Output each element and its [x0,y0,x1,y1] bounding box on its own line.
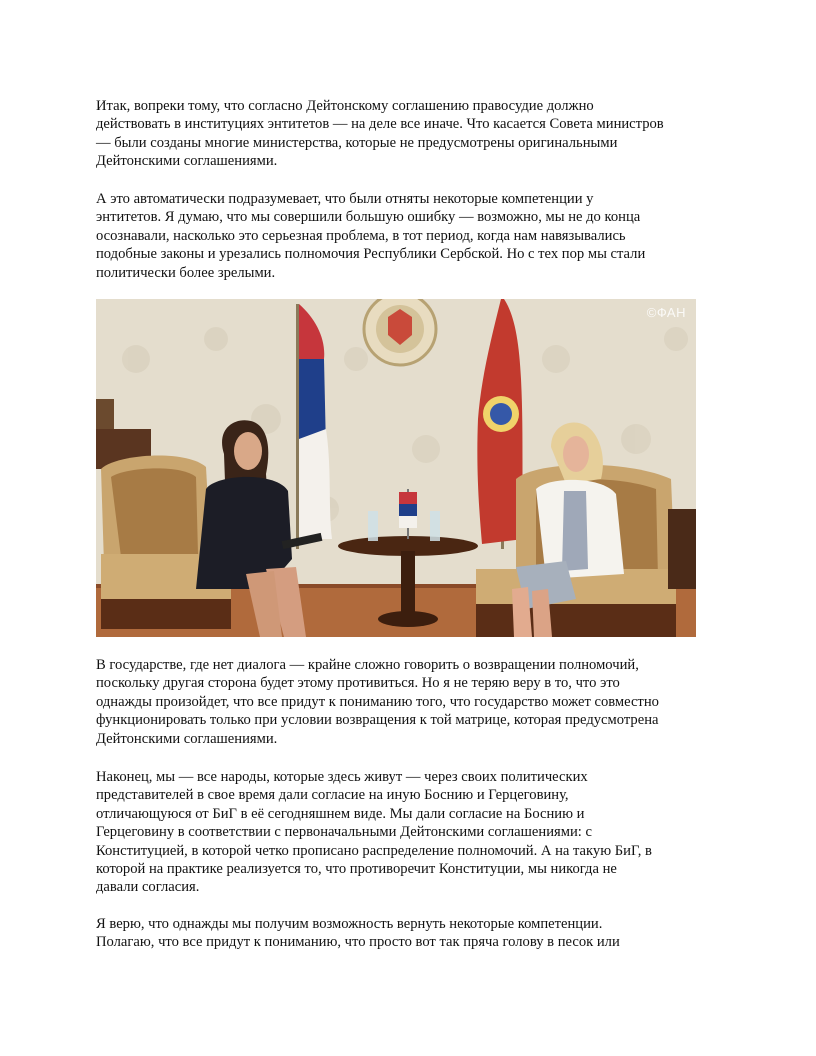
interview-photo [96,299,696,637]
text-line: энтитетов. Я думаю, что мы совершили большую ошибку — возможно, мы не до конца [96,209,641,226]
text-line: — были созданы многие министерства, которые не предусмотрены оригинальными [96,134,618,151]
text-line: В государстве, где нет диалога — крайне сложно говорить о возвращении полномочий, [96,657,639,673]
text-line: Итак, вопреки тому, что согласно Дейтонскому соглашению правосудие должно [96,98,594,114]
photo-watermark: ©ФАН [646,305,686,320]
text-line: поскольку другая сторона будет этому противиться. Но я не теряю веру в то, что это [96,675,620,692]
paragraph-5 [96,915,726,952]
paragraph-4 [96,768,726,897]
text-line: которой на практике реализуется то, что противоречит Конституции, мы никогда не [96,861,617,878]
text-line: однажды произойдет, что все придут к пониманию того, что государство может совместно [96,693,659,710]
text-line: Я верю, что однажды мы получим возможность вернуть некоторые компетенции. [96,916,603,932]
text-line: функционировать только при условии возвращения к той матрице, которая предусмотрена [96,712,659,729]
text-line: подобные законы и урезались полномочия Республики Сербской. Но с тех пор мы стали [96,246,646,263]
text-line: Наконец, мы — все народы, которые здесь живут — через своих политических [96,769,588,785]
text-line: А это автоматически подразумевает, что были отняты некоторые компетенции у [96,191,594,207]
text-line: Дейтонскими соглашениями. [96,730,278,747]
paragraph-3 [96,656,726,748]
text-line: политически более зрелыми. [96,264,276,281]
text-line: действовать в институциях энтитетов — на деле все иначе. Что касается Совета министров [96,116,664,133]
text-line: Герцеговину в соответствии с первоначальными Дейтонскими соглашениями: с [96,824,592,841]
text-line: Конституцией, в которой четко прописано распределение полномочий. А на такую БиГ, в [96,842,652,859]
text-line: представителей в свое время дали согласие на иную Боснию и Герцеговину, [96,787,569,804]
text-line: Полагаю, что все придут к пониманию, что просто вот так пряча голову в песок или [96,934,620,951]
text-line: давали согласия. [96,879,200,896]
text-line: осознавали, насколько это серьезная проблема, в тот период, когда нам навязывались [96,227,626,244]
paragraph-1 [96,97,726,171]
paragraph-2 [96,190,726,282]
text-line: отличающуюся от БиГ в её сегодняшнем виде. Мы дали согласие на Боснию и [96,805,585,822]
text-line: Дейтонскими соглашениями. [96,153,278,170]
